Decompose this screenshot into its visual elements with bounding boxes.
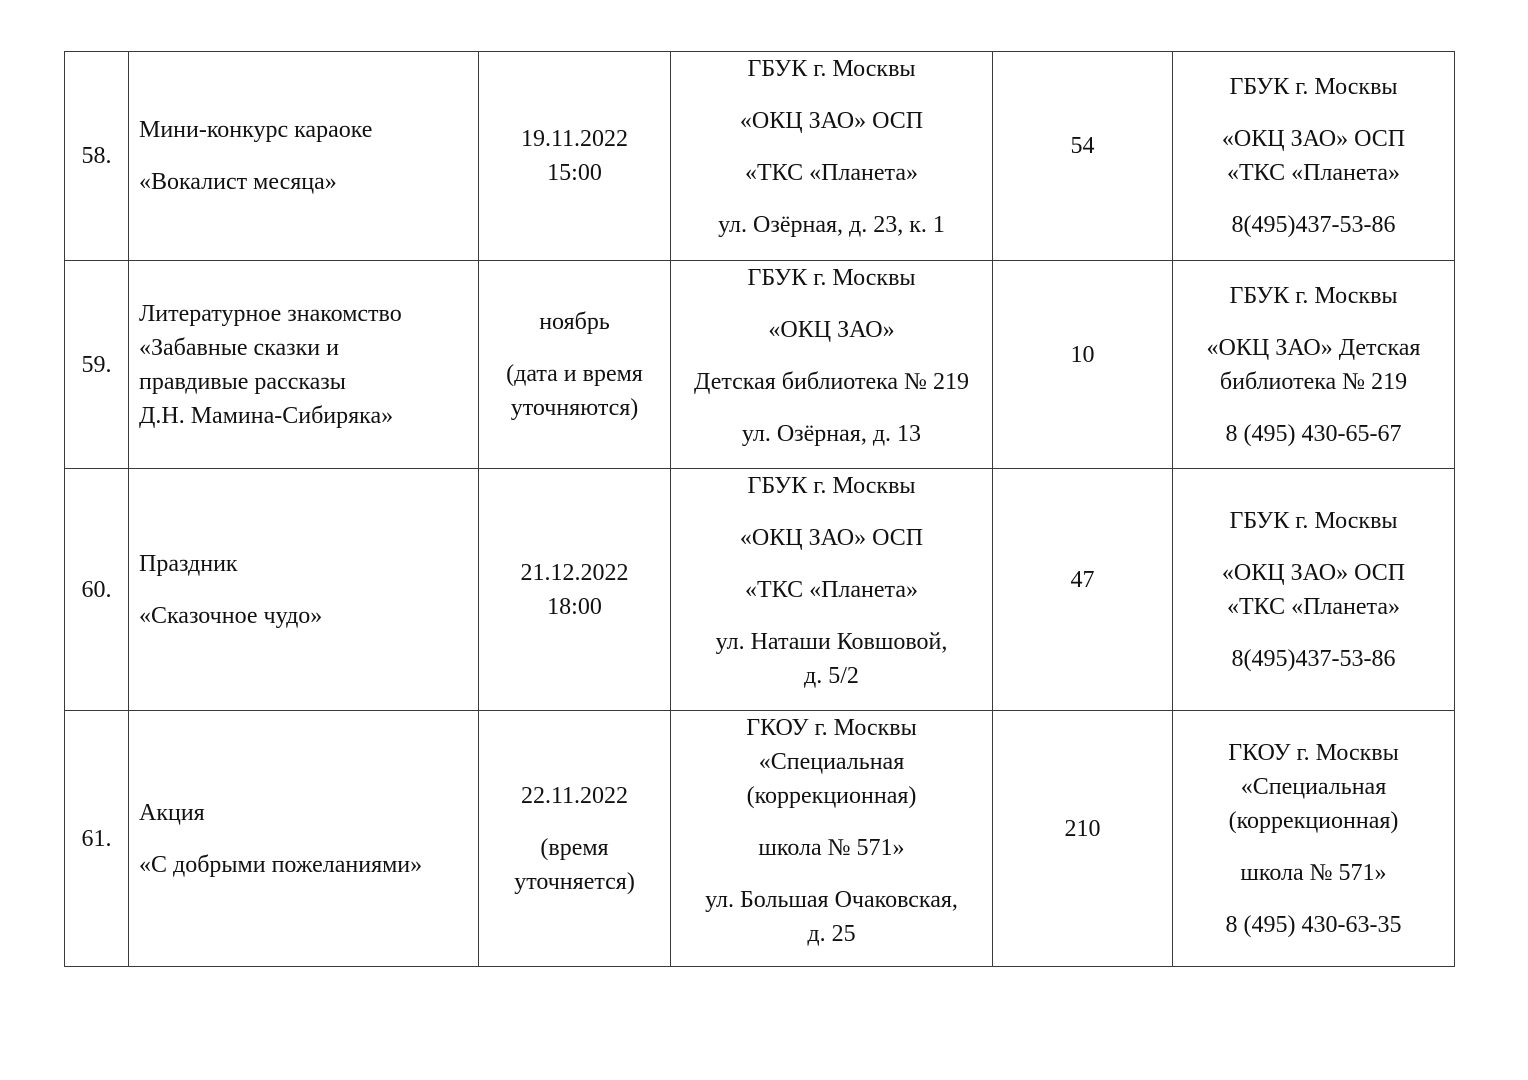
organizer-line: 8(495)437-53-86 xyxy=(1231,212,1396,238)
participant-count-text: 210 xyxy=(1064,815,1101,842)
table-row xyxy=(65,261,1455,469)
row-number xyxy=(65,711,129,967)
organizer-line: ГБУК г. Москвы xyxy=(1229,74,1398,100)
event-date-line: 15:00 xyxy=(547,160,602,186)
event-name-line: Литературное знакомство xyxy=(139,300,402,327)
event-organizer xyxy=(1173,261,1455,469)
participant-count xyxy=(993,711,1173,967)
event-name xyxy=(129,261,479,469)
event-place-line: «ОКЦ ЗАО» ОСП xyxy=(739,108,924,134)
event-date xyxy=(479,711,671,967)
event-name-line: Мини-конкурс караоке xyxy=(139,117,373,143)
event-date-line: 18:00 xyxy=(547,593,602,620)
organizer-line: библиотека № 219 xyxy=(1219,368,1408,395)
event-name xyxy=(129,711,479,967)
row-number xyxy=(65,469,129,711)
organizer-line: школа № 571» xyxy=(1240,859,1387,886)
participant-count-text: 54 xyxy=(1070,133,1095,159)
organizer-line: «ТКС «Планета» xyxy=(1227,593,1400,620)
event-place-line: ГБУК г. Москвы xyxy=(747,56,916,82)
row-number-text: 60. xyxy=(81,576,112,603)
event-date-line: уточняется) xyxy=(514,868,635,895)
row-number-text: 59. xyxy=(81,351,112,378)
organizer-line: «ОКЦ ЗАО» Детская xyxy=(1206,334,1421,361)
event-place-line: ГБУК г. Москвы xyxy=(747,265,916,291)
event-name-line: «Сказочное чудо» xyxy=(139,602,323,629)
event-place xyxy=(671,261,993,469)
event-place-line: ул. Наташи Ковшовой, xyxy=(715,629,948,655)
event-place xyxy=(671,711,993,967)
event-date-line: 19.11.2022 xyxy=(520,126,629,152)
organizer-line: «ТКС «Планета» xyxy=(1227,160,1400,186)
participant-count xyxy=(993,261,1173,469)
row-number-text: 58. xyxy=(81,143,112,169)
event-place-line: д. 25 xyxy=(807,921,856,947)
event-place-line: ГБУК г. Москвы xyxy=(747,473,916,499)
event-place-line: д. 5/2 xyxy=(804,663,859,689)
event-organizer xyxy=(1173,711,1455,967)
organizer-line: (коррекционная) xyxy=(1228,807,1399,834)
event-place-line: ул. Озёрная, д. 13 xyxy=(741,421,922,447)
event-date-line: уточняются) xyxy=(510,394,639,421)
event-name-line: «Забавные сказки и xyxy=(139,334,339,361)
participant-count-text: 10 xyxy=(1070,341,1095,368)
organizer-line: 8(495)437-53-86 xyxy=(1231,645,1396,672)
organizer-line: «ОКЦ ЗАО» ОСП xyxy=(1221,126,1406,152)
event-place-line: «ТКС «Планета» xyxy=(745,577,918,603)
event-name-line: Праздник xyxy=(139,550,238,577)
row-number-text: 61. xyxy=(81,825,112,852)
event-organizer xyxy=(1173,469,1455,711)
event-place-line: (коррекционная) xyxy=(746,783,917,809)
event-place-line: школа № 571» xyxy=(758,835,905,861)
event-name-line: «С добрыми пожеланиями» xyxy=(139,851,423,878)
table-row xyxy=(65,711,1455,967)
event-date xyxy=(479,52,671,261)
event-organizer xyxy=(1173,52,1455,261)
event-place-line: «ОКЦ ЗАО» xyxy=(768,317,895,343)
event-place-line: «ТКС «Планета» xyxy=(745,160,918,186)
event-place-line: «Специальная xyxy=(758,749,905,775)
event-place xyxy=(671,52,993,261)
organizer-line: ГБУК г. Москвы xyxy=(1229,282,1398,309)
organizer-line: 8 (495) 430-65-67 xyxy=(1225,420,1402,447)
event-place xyxy=(671,469,993,711)
event-name-line: Д.Н. Мамина-Сибиряка» xyxy=(139,402,394,429)
event-place-line: ул. Озёрная, д. 23, к. 1 xyxy=(718,212,945,238)
organizer-line: ГБУК г. Москвы xyxy=(1229,507,1398,534)
event-place-line: ул. Большая Очаковская, xyxy=(705,887,958,913)
events-table xyxy=(64,51,1455,967)
participant-count xyxy=(993,52,1173,261)
event-date xyxy=(479,469,671,711)
organizer-line: ГКОУ г. Москвы xyxy=(1228,739,1399,766)
event-date-line: ноябрь xyxy=(539,308,610,335)
organizer-line: 8 (495) 430-63-35 xyxy=(1225,911,1402,938)
participant-count xyxy=(993,469,1173,711)
participant-count-text: 47 xyxy=(1070,566,1095,593)
organizer-line: «ОКЦ ЗАО» ОСП xyxy=(1221,559,1406,586)
event-place-line: «ОКЦ ЗАО» ОСП xyxy=(739,525,924,551)
table-row xyxy=(65,52,1455,261)
row-number xyxy=(65,52,129,261)
event-name-line: Акция xyxy=(139,799,205,826)
event-name xyxy=(129,52,479,261)
event-date-line: 22.11.2022 xyxy=(520,782,629,809)
table-row xyxy=(65,469,1455,711)
event-date-line: (дата и время xyxy=(506,360,643,387)
event-date-line: (время xyxy=(540,834,609,861)
event-place-line: ГКОУ г. Москвы xyxy=(746,715,917,741)
event-date xyxy=(479,261,671,469)
event-place-line: Детская библиотека № 219 xyxy=(694,369,969,395)
event-name xyxy=(129,469,479,711)
row-number xyxy=(65,261,129,469)
organizer-line: «Специальная xyxy=(1240,773,1387,800)
event-date-line: 21.12.2022 xyxy=(520,559,629,586)
event-name-line: правдивые рассказы xyxy=(139,368,346,395)
event-name-line: «Вокалист месяца» xyxy=(139,169,337,195)
